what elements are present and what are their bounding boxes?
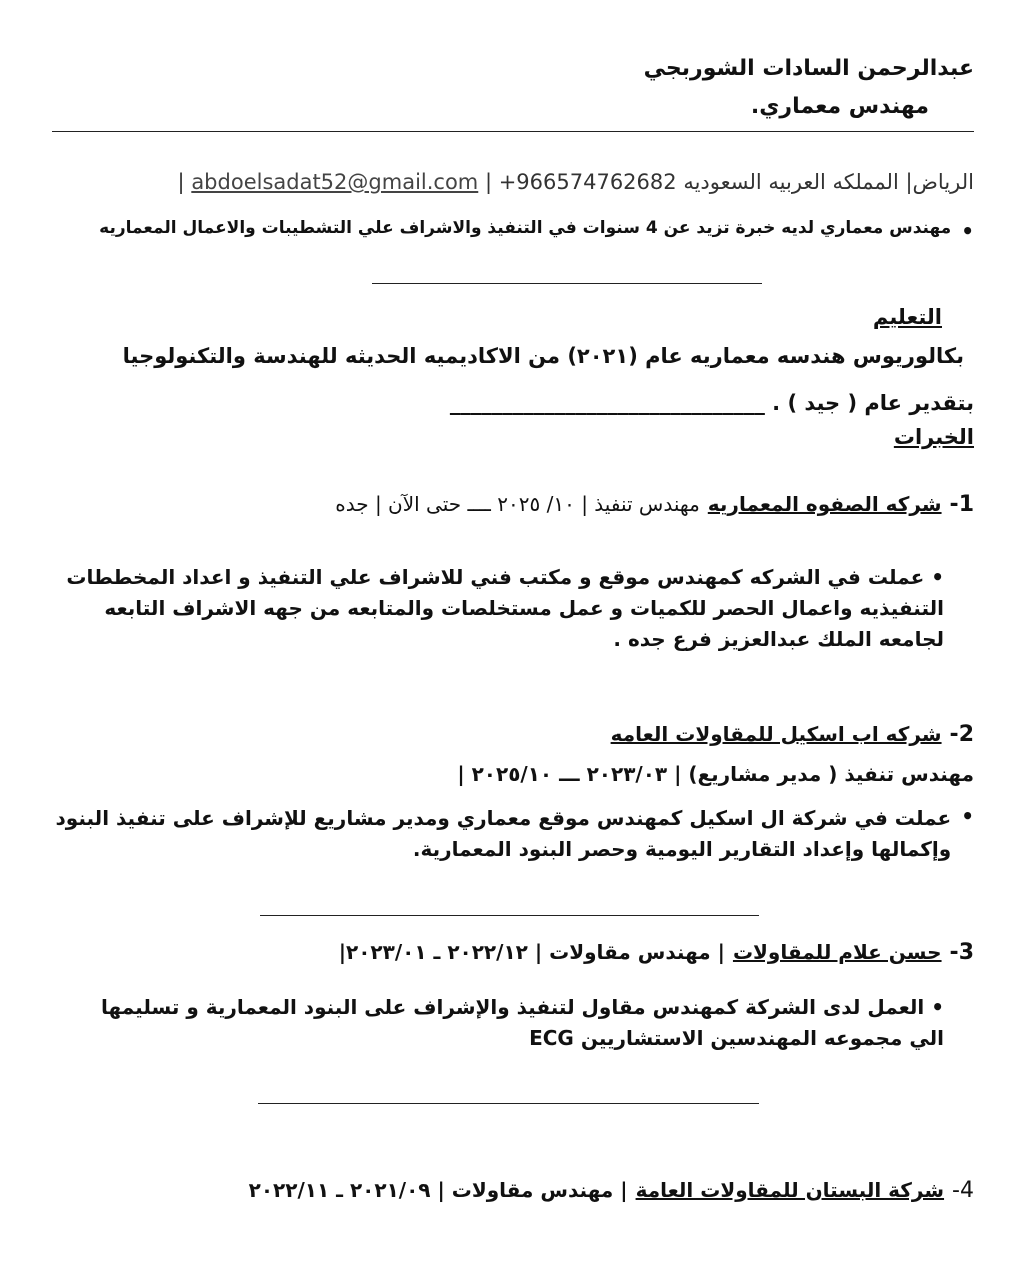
summary-text: مهندس معماري لديه خبرة تزيد عن 4 سنوات في التنفيذ والاشراف علي التشطيبات والاعمال المعماريه	[99, 218, 952, 238]
company-name: شركه اب اسكيل للمقاولات العامه	[610, 722, 942, 746]
job-meta: | مهندس مقاولات | ٢٠٢٢/١٢ ـ ٢٠٢٣/٠١|	[338, 940, 725, 964]
job-entry-1	[40, 492, 974, 517]
education-degree: بكالوريوس هندسه معماريه عام (٢٠٢١) من الاكاديميه الحديثه للهندسة والتكنولوجيا	[122, 344, 964, 368]
job-meta: مهندس تنفيذ | ١٠/ ٢٠٢٥ ــــ حتى الآن | جده	[335, 492, 700, 516]
bullet-icon: •	[961, 804, 974, 828]
education-grade: بتقدير عام ( جيد ) . ______________________________	[449, 391, 974, 415]
bullet-icon: •	[961, 219, 974, 243]
company-name: شركه الصفوه المعماريه	[707, 492, 942, 516]
job-number: 1-	[949, 492, 974, 517]
job-description-1: • عملت في الشركه كمهندس موقع و مكتب فني للاشراف علي التنفيذ و اعداد المخططات التنفيذيه واعمال الحصر للكميات و عمل مستخلصات والمتابعه من جهه الاشراف التابعه لجامعه الملك عبدالعزيز فرع جده .	[66, 565, 944, 651]
person-name: عبدالرحمن السادات الشوربجي	[643, 56, 974, 81]
job-description-text: عملت في شركة ال اسكيل كمهندس موقع معماري ومدير مشاريع للإشراف على تنفيذ البنود وإكمالها وإعداد التقارير اليومية وحصر البنود المعمارية.	[55, 806, 952, 861]
job-meta: مهندس تنفيذ ( مدير مشاريع) | ٢٠٢٣/٠٣ ـــ ٢٠٢٥/١٠ |	[457, 762, 974, 786]
company-name: شركة البستان للمقاولات العامة	[635, 1178, 945, 1202]
job-number: 4-	[952, 1178, 974, 1203]
job-description-2	[40, 803, 974, 865]
job-description-3: • العمل لدى الشركة كمهندس مقاول لتنفيذ والإشراف على البنود المعمارية و تسليمها الي مجموعه المهندسين الاستشاريين ECG	[101, 995, 944, 1050]
section-divider	[258, 1103, 759, 1104]
job-entry-2	[95, 718, 974, 789]
education-heading: التعليم	[872, 305, 942, 329]
section-divider	[372, 283, 762, 284]
section-divider	[260, 915, 759, 916]
job-title: مهندس معماري.	[750, 94, 929, 119]
job-meta: | مهندس مقاولات | ٢٠٢١/٠٩ ـ ٢٠٢٢/١١	[248, 1178, 628, 1202]
job-number: 2-	[949, 722, 974, 747]
summary	[40, 218, 974, 245]
job-entry-3	[40, 940, 974, 965]
company-name: حسن علام للمقاولات	[732, 940, 942, 964]
experience-heading: الخبرات	[893, 425, 974, 449]
email-link[interactable]: abdoelsadat52@gmail.com	[191, 170, 479, 194]
contact-line	[40, 170, 974, 194]
header-divider	[52, 131, 974, 132]
location: الرياض| المملكه العربيه السعوديه	[683, 170, 974, 194]
job-entry-4	[40, 1178, 974, 1203]
job-number: 3-	[949, 940, 974, 965]
phone: | +966574762682 |	[177, 170, 677, 194]
